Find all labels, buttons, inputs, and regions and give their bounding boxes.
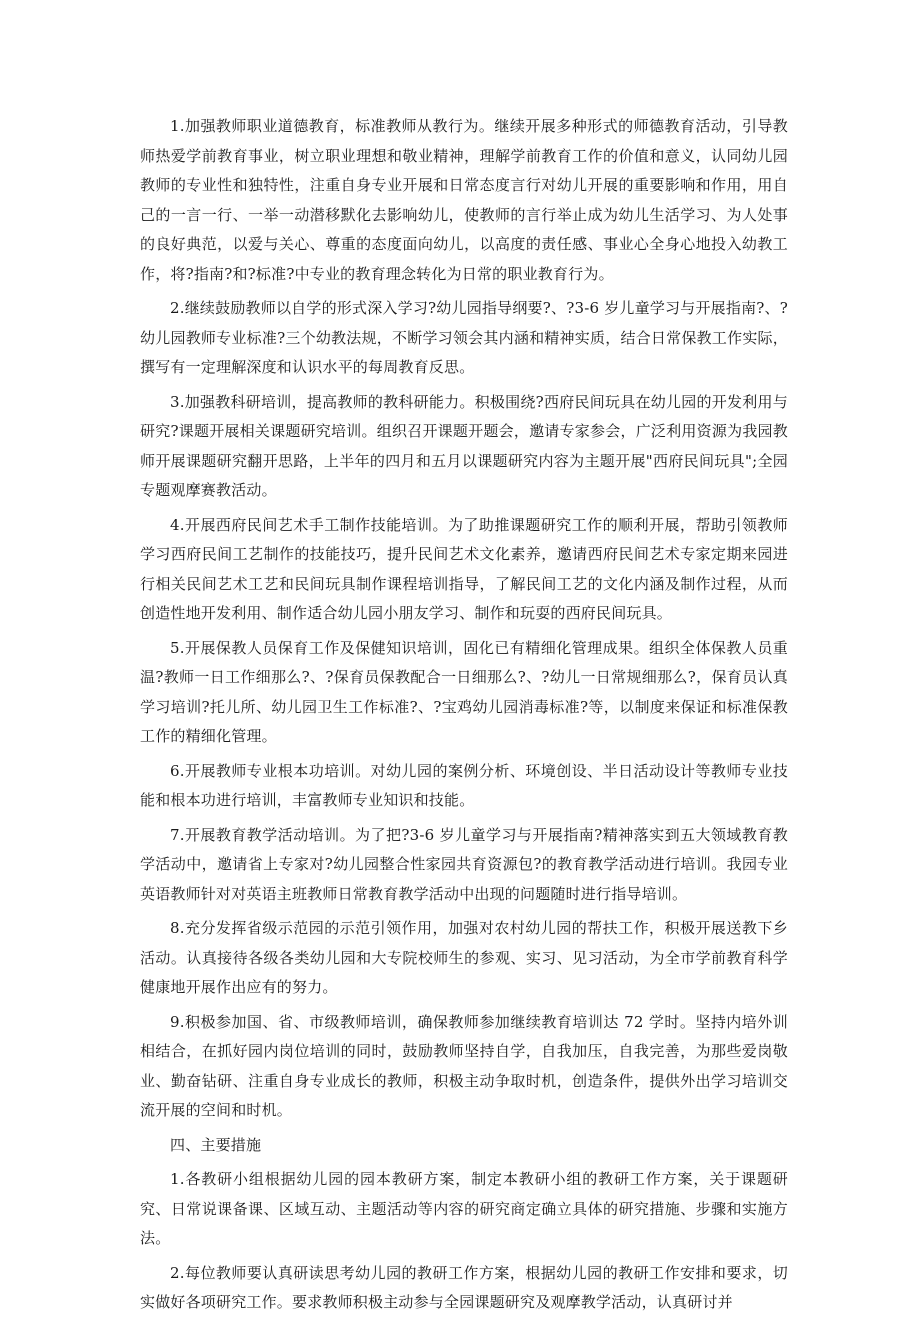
measure-2: 2.每位教师要认真研读思考幼儿园的教研工作方案，根据幼儿园的教研工作安排和要求，切实做好各项研究工作。要求教师积极主动参与全园课题研究及观摩教学活动，认真研讨并 [140, 1263, 788, 1311]
paragraph-8: 8.充分发挥省级示范园的示范引领作用，加强对农村幼儿园的帮扶工作，积极开展送教下乡活动。认真接待各级各类幼儿园和大专院校师生的参观、实习、见习活动，为全市学前教育科学健康地开展作出应有的努力。 [140, 919, 788, 996]
paragraph-1: 1.加强教师职业道德教育，标准教师从教行为。继续开展多种形式的师德教育活动，引导教师热爱学前教育事业，树立职业理想和敬业精神，理解学前教育工作的价值和意义，认同幼儿园教师的专业性和独特性，注重自身专业开展和日常态度言行对幼儿开展的重要影响和作用，用自己的一言一行、一举一动潜移默化去影响幼儿，使教师的言行举止成为幼儿生活学习、为人处事的良好典范，以爱与关心、尊重的态度面向幼儿，以高度的责任感、事业心全身心地投入幼教工作，将?指南?和?标准?中专业的教育理念转化为日常的职业教育行为。 [140, 117, 788, 283]
document-body [140, 112, 788, 1323]
paragraph-5: 5.开展保教人员保育工作及保健知识培训，固化已有精细化管理成果。组织全体保教人员重温?教师一日工作细那么?、?保育员保教配合一日细那么?、?幼儿一日常规细那么?，保育员认真学习培训?托儿所、幼儿园卫生工作标准?、?宝鸡幼儿园消毒标准?等，以制度来保证和标准保教工作的精细化管理。 [140, 638, 788, 745]
section-heading: 四、主要措施 [170, 1135, 262, 1154]
paragraph-6: 6.开展教师专业根本功培训。对幼儿园的案例分析、环境创设、半日活动设计等教师专业技能和根本功进行培训，丰富教师专业知识和技能。 [140, 761, 788, 809]
paragraph-3: 3.加强教科研培训，提高教师的教科研能力。积极围绕?西府民间玩具在幼儿园的开发利用与研究?课题开展相关课题研究培训。组织召开课题开题会，邀请专家参会，广泛利用资源为我园教师开展课题研究翻开思路，上半年的四月和五月以课题研究内容为主题开展"西府民间玩具";全园专题观摩赛教活动。 [140, 392, 788, 499]
paragraph-9: 9.积极参加国、省、市级教师培训，确保教师参加继续教育培训达 72 学时。坚持内培外训相结合，在抓好园内岗位培训的同时，鼓励教师坚持自学，自我加压，自我完善，为那些爱岗敬业、勤奋钻研、注重自身专业成长的教师，积极主动争取时机，创造条件，提供外出学习培训交流开展的空间和时机。 [140, 1012, 788, 1119]
paragraph-7: 7.开展教育教学活动培训。为了把?3-6 岁儿童学习与开展指南?精神落实到五大领域教育教学活动中，邀请省上专家对?幼儿园整合性家园共育资源包?的教育教学活动进行培训。我园专业英语教师针对对英语主班教师日常教育教学活动中出现的问题随时进行指导培训。 [140, 825, 788, 903]
measure-1: 1.各教研小组根据幼儿园的园本教研方案，制定本教研小组的教研工作方案，关于课题研究、日常说课备课、区域互动、主题活动等内容的研究商定确立具体的研究措施、步骤和实施方法。 [140, 1170, 788, 1247]
paragraph-2: 2.继续鼓励教师以自学的形式深入学习?幼儿园指导纲要?、?3-6 岁儿童学习与开展指南?、?幼儿园教师专业标准?三个幼教法规，不断学习领会其内涵和精神实质，结合日常保教工作实际，撰写有一定理解深度和认识水平的每周教育反思。 [140, 299, 788, 376]
paragraph-4: 4.开展西府民间艺术手工制作技能培训。为了助推课题研究工作的顺利开展，帮助引领教师学习西府民间工艺制作的技能技巧，提升民间艺术文化素养，邀请西府民间艺术专家定期来园进行相关民间艺术工艺和民间玩具制作课程培训指导，了解民间工艺的文化内涵及制作过程，从而创造性地开发利用、制作适合幼儿园小朋友学习、制作和玩耍的西府民间玩具。 [140, 515, 788, 622]
